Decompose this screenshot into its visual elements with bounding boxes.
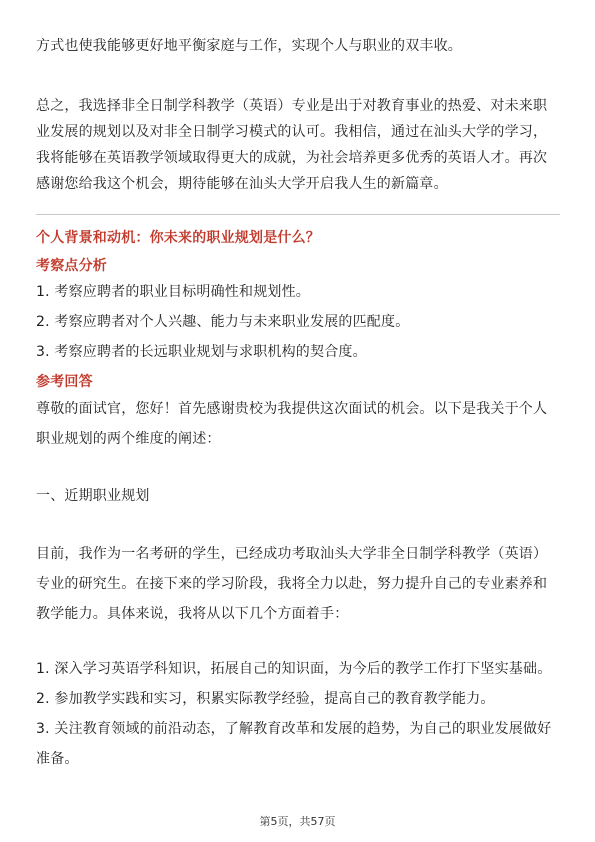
answer-intro-paragraph [36,396,560,452]
section1-title: 一、近期职业规划 [36,488,150,504]
list-item: 1. 考察应聘者的职业目标明确性和规划性。 [36,284,311,300]
paragraph-line: 业发展的规划以及对非全日制学习模式的认可。我相信，通过在汕头大学的学习， [36,124,548,140]
paragraph-line: 教学能力。具体来说，我将从以下几个方面着手： [36,606,349,622]
paragraph-line: 职业规划的两个维度的阐述： [36,431,221,447]
analysis-heading: 考察点分析 [36,258,107,274]
answer-heading: 参考回答 [36,374,93,390]
analysis-list [36,279,560,365]
list-item: 2. 考察应聘者对个人兴趣、能力与未来职业发展的匹配度。 [36,314,410,330]
intro-tail-paragraph [36,33,560,59]
list-item: 2. 参加教学实践和实习，积累实际教学经验，提高自己的教育教学能力。 [36,691,495,707]
paragraph-line: 专业的研究生。在接下来的学习阶段，我将全力以赴，努力提升自己的专业素养和 [36,576,548,592]
list-item: 3. 关注教育领域的前沿动态，了解教育改革和发展的趋势，为自己的职业发展做好 [36,721,552,737]
summary-paragraph [36,93,560,197]
list-item: 1. 深入学习英语学科知识，拓展自己的知识面，为今后的教学工作打下坚实基础。 [36,661,552,677]
section1-paragraph [36,541,560,627]
paragraph-line: 方式也使我能够更好地平衡家庭与工作，实现个人与职业的双丰收。 [36,38,462,54]
list-item: 准备。 [36,751,79,767]
paragraph-line: 我将能够在英语教学领域取得更大的成就，为社会培养更多优秀的英语人才。再次 [36,150,548,166]
section1-list [36,656,560,772]
paragraph-line: 总之，我选择非全日制学科教学（英语）专业是出于对教育事业的热爱、对未来职 [36,98,548,114]
question-title: 个人背景和动机：你未来的职业规划是什么？ [36,230,320,246]
page-number: 第5页，共57页 [259,815,336,828]
paragraph-line: 尊敬的面试官，您好！首先感谢贵校为我提供这次面试的机会。以下是我关于个人 [36,401,548,417]
list-item: 3. 考察应聘者的长远职业规划与求职机构的契合度。 [36,344,367,360]
paragraph-line: 感谢您给我这个机会，期待能够在汕头大学开启我人生的新篇章。 [36,176,448,192]
section-divider [36,214,560,215]
paragraph-line: 目前，我作为一名考研的学生，已经成功考取汕头大学非全日制学科教学（英语） [36,546,548,562]
